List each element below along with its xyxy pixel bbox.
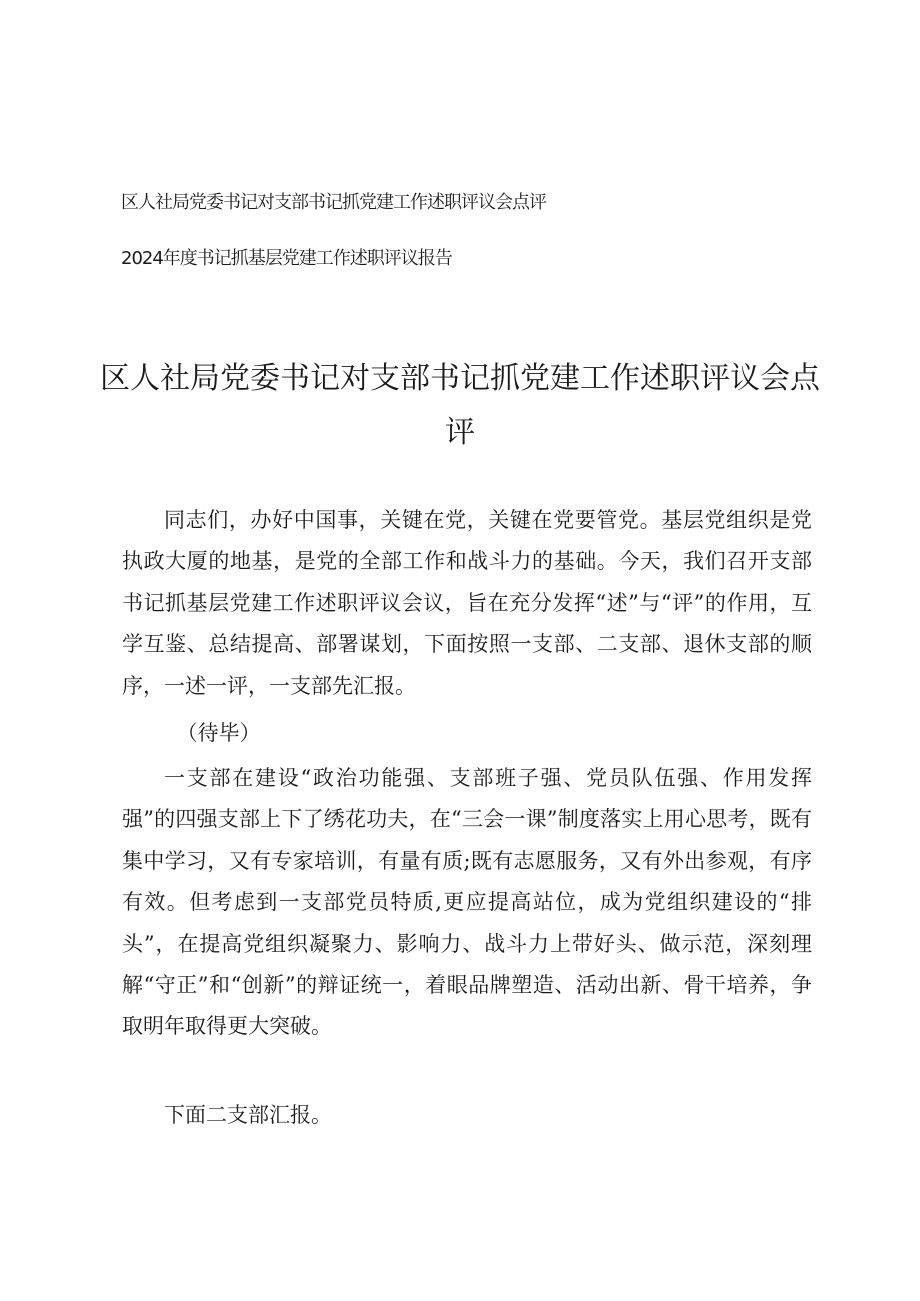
toc-line-1: 区人社局党委书记对支部书记抓党建工作述职评议会点评	[121, 192, 546, 213]
paragraph-intro	[122, 500, 812, 707]
paragraph-comment-1	[122, 758, 812, 1048]
document-title-line-1: 区人社局党委书记对支部书记抓党建工作述职评议会点	[100, 361, 820, 396]
next-text: 下面二支部汇报。	[164, 1103, 332, 1127]
document-title-line-2: 评	[445, 415, 475, 450]
intro-text: 同志们，办好中国事，关键在党，关键在党要管党。基层党组织是党执政大厦的地基，是党的全部工作和战斗力的基础。今天，我们召开支部书记抓基层党建工作述职评议会议，旨在充分发挥“述”与“评”的作用，互学互鉴、总结提高、部署谋划，下面按照一支部、二支部、退休支部的顺序，一述一评，一支部先汇报。	[122, 508, 812, 698]
wait-text: （待毕）	[176, 721, 261, 745]
paragraph-wait	[122, 713, 812, 754]
paragraph-next	[122, 1095, 812, 1136]
comment-1-text: 一支部在建设“政治功能强、支部班子强、党员队伍强、作用发挥强”的四强支部上下了绣花功夫，在“三会一课”制度落实上用心思考，既有集中学习，又有专家培训，有量有质;既有志愿服务，又有外出参观，有序有效。但考虑到一支部党员特质,更应提高站位，成为党组织建设的“排头”，在提高党组织凝聚力、影响力、战斗力上带好头、做示范，深刻理解“守正”和“创新”的辩证统一，着眼品牌塑造、活动出新、骨干培养，争取明年取得更大突破。	[122, 766, 812, 1039]
toc-line-2: 2024年度书记抓基层党建工作述职评议报告	[121, 248, 452, 269]
